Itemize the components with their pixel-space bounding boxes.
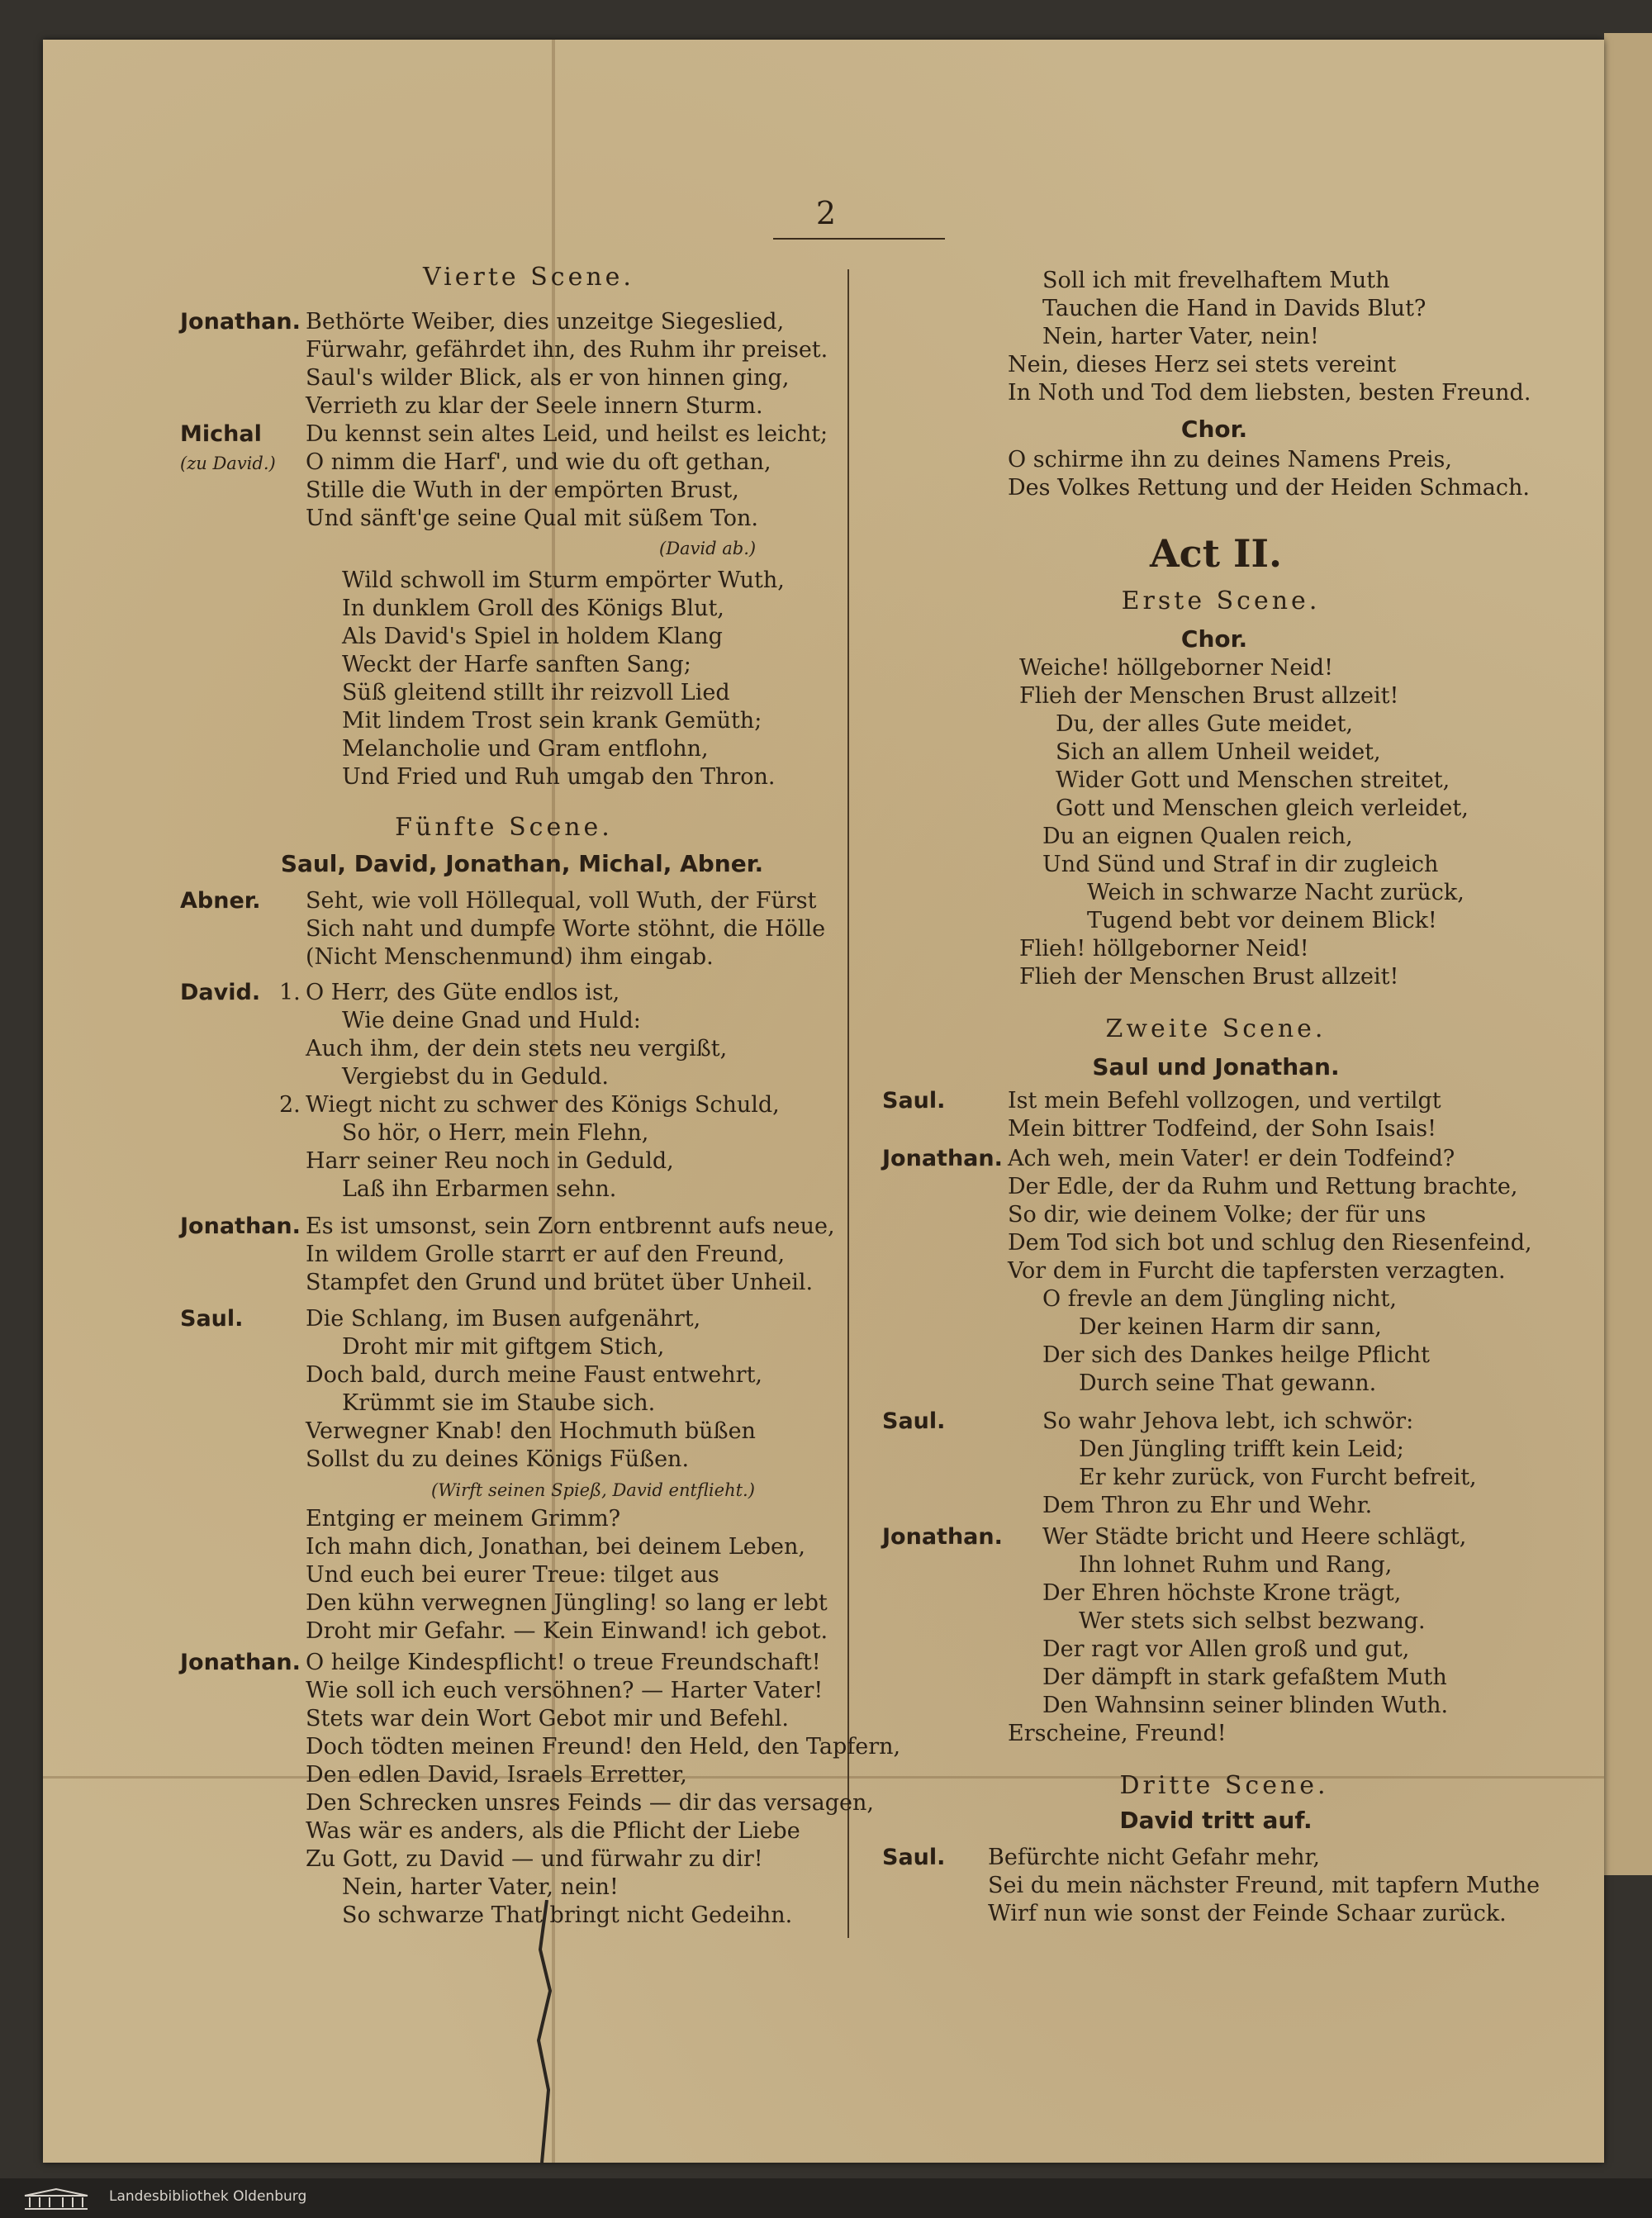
scene-heading: Vierte Scene. (423, 263, 634, 292)
speaker-label: Saul. (882, 1845, 946, 1870)
verse-line: Sei du mein nächster Freund, mit tapfern Muthe (988, 1873, 1540, 1898)
verse-line: Den Jüngling trifft kein Leid; (1079, 1437, 1404, 1462)
verse-line: Verrieth zu klar der Seele innern Sturm. (306, 393, 763, 419)
verse-line: O nimm die Harf', und wie du oft gethan, (306, 449, 771, 475)
verse-line: Entging er meinem Grimm? (306, 1506, 621, 1532)
speaker-label: Jonathan. (180, 1650, 301, 1675)
verse-line: In wildem Grolle starrt er auf den Freund, (306, 1242, 786, 1267)
verse-line: Was wär es anders, als die Pflicht der Liebe (306, 1818, 800, 1844)
verse-line: Weich in schwarze Nacht zurück, (1087, 880, 1464, 905)
verse-line: So schwarze That bringt nicht Gedeihn. (342, 1902, 793, 1928)
verse-line: Du, der alles Gute meidet, (1056, 711, 1354, 737)
verse-line: Und euch bei eurer Treue: tilget aus (306, 1562, 719, 1588)
verse-number: 1. (279, 980, 301, 1005)
verse-line: O Herr, des Güte endlos ist, (306, 980, 620, 1005)
verse-line: Wie deine Gnad und Huld: (342, 1008, 641, 1033)
verse-line: Durch seine That gewann. (1079, 1370, 1377, 1396)
verse-line: Der keinen Harm dir sann, (1079, 1314, 1382, 1340)
paper-tear (529, 1900, 562, 2163)
verse-line: Den Wahnsinn seiner blinden Wuth. (1042, 1693, 1449, 1718)
verse-line: Zu Gott, zu David — und fürwahr zu dir! (306, 1846, 763, 1872)
horizontal-fold (43, 1776, 1604, 1779)
stage-direction: (zu David.) (180, 454, 276, 473)
verse-line: Flieh der Menschen Brust allzeit! (1019, 683, 1399, 709)
verse-line: Wer stets sich selbst bezwang. (1079, 1608, 1426, 1634)
verse-line: Saul's wilder Blick, als er von hinnen ging, (306, 365, 790, 391)
verse-line: Laß ihn Erbarmen sehn. (342, 1176, 617, 1202)
scene-heading: Dritte Scene. (1119, 1771, 1329, 1800)
page-number-rule (773, 238, 945, 240)
verse-line: Dem Tod sich bot und schlug den Riesenfeind, (1008, 1230, 1532, 1256)
verse-line: Nein, harter Vater, nein! (342, 1874, 619, 1900)
verse-line: Wer Städte bricht und Heere schlägt, (1042, 1524, 1467, 1550)
verse-line: Seht, wie voll Höllequal, voll Wuth, der Fürst (306, 888, 817, 914)
verse-line: Tauchen die Hand in Davids Blut? (1042, 296, 1427, 321)
cast-list: Saul, David, Jonathan, Michal, Abner. (280, 850, 764, 877)
verse-line: Stille die Wuth in der empörten Brust, (306, 477, 739, 503)
verse-line: Fürwahr, gefährdet ihn, des Ruhm ihr preiset. (306, 337, 828, 363)
verse-line: O frevle an dem Jüngling nicht, (1042, 1286, 1397, 1312)
speaker-label: Jonathan. (180, 309, 301, 335)
library-name: Landesbibliothek Oldenburg (109, 2188, 307, 2205)
verse-line: O heilge Kindespflicht! o treue Freundschaft! (306, 1650, 821, 1675)
verse-line: Sich an allem Unheil weidet, (1056, 739, 1381, 765)
verse-line: Nein, harter Vater, nein! (1042, 324, 1319, 349)
scene-heading: Zweite Scene. (1105, 1014, 1327, 1043)
verse-line: Vergiebst du in Geduld. (342, 1064, 609, 1090)
verse-line: So dir, wie deinem Volke; der für uns (1008, 1202, 1427, 1228)
verse-line: Droht mir Gefahr. — Kein Einwand! ich gebot. (306, 1618, 828, 1644)
verse-line: Und Sünd und Straf in dir zugleich (1042, 852, 1439, 877)
verse-line: Es ist umsonst, sein Zorn entbrennt aufs neue, (306, 1213, 835, 1239)
verse-line: Der Edle, der da Ruhm und Rettung brachte, (1008, 1174, 1518, 1199)
verse-line: Ist mein Befehl vollzogen, und vertilgt (1008, 1088, 1441, 1114)
verse-line: Flieh! höllgeborner Neid! (1019, 936, 1309, 962)
verse-number: 2. (279, 1092, 301, 1118)
verse-line: Mein bittrer Todfeind, der Sohn Isais! (1008, 1116, 1436, 1142)
verse-line: Sich naht und dumpfe Worte stöhnt, die Hölle (306, 916, 826, 942)
speaker-label: Saul. (882, 1088, 946, 1114)
act-heading: Act II. (1149, 531, 1283, 576)
verse-line: Wirf nun wie sonst der Feinde Schaar zurück. (988, 1901, 1507, 1926)
verse-line: Der sich des Dankes heilge Pflicht (1042, 1342, 1430, 1368)
verse-line: Der Ehren höchste Krone trägt, (1042, 1580, 1402, 1606)
chorus-label: Chor. (1180, 625, 1248, 653)
verse-line: Den Schrecken unsres Feinds — dir das versagen, (306, 1790, 874, 1816)
speaker-label: Jonathan. (882, 1524, 1003, 1550)
verse-line: Stampfet den Grund und brütet über Unheil. (306, 1270, 814, 1295)
verse-line: Wild schwoll im Sturm empörter Wuth, (342, 568, 785, 593)
verse-line: Die Schlang, im Busen aufgenährt, (306, 1306, 701, 1332)
speaker-label: Saul. (180, 1306, 244, 1332)
verse-line: Harr seiner Reu noch in Geduld, (306, 1148, 674, 1174)
speaker-label: Abner. (180, 888, 261, 914)
verse-line: Du kennst sein altes Leid, und heilst es leicht; (306, 421, 828, 447)
verse-line: So wahr Jehova lebt, ich schwör: (1042, 1408, 1414, 1434)
verse-line: Mit lindem Trost sein krank Gemüth; (342, 708, 762, 734)
verse-line: Doch bald, durch meine Faust entwehrt, (306, 1362, 763, 1388)
verse-line: Erscheine, Freund! (1008, 1721, 1227, 1746)
verse-line: Krümmt sie im Staube sich. (342, 1390, 656, 1416)
speaker-label: Jonathan. (882, 1146, 1003, 1171)
verse-line: In Noth und Tod dem liebsten, besten Freund. (1008, 380, 1531, 406)
speaker-label: Saul. (882, 1408, 946, 1434)
speaker-label: David. (180, 980, 261, 1005)
verse-line: Droht mir mit giftgem Stich, (342, 1334, 665, 1360)
verse-line: Und sänft'ge seine Qual mit süßem Ton. (306, 506, 758, 531)
column-divider (847, 269, 849, 1938)
verse-line: Der ragt vor Allen groß und gut, (1042, 1636, 1410, 1662)
verse-line: Flieh der Menschen Brust allzeit! (1019, 964, 1399, 990)
library-building-icon (21, 2187, 91, 2211)
verse-line: Als David's Spiel in holdem Klang (342, 624, 723, 649)
chorus-label: Chor. (1180, 416, 1248, 443)
verse-line: Nein, dieses Herz sei stets vereint (1008, 352, 1397, 378)
verse-line: Des Volkes Rettung und der Heiden Schmach. (1008, 475, 1530, 501)
verse-line: Auch ihm, der dein stets neu vergißt, (306, 1036, 728, 1062)
scene-heading: Fünfte Scene. (395, 813, 613, 842)
speaker-label: Jonathan. (180, 1213, 301, 1239)
verse-line: Den kühn verwegnen Jüngling! so lang er lebt (306, 1590, 828, 1616)
verse-line: Gott und Menschen gleich verleidet, (1056, 796, 1469, 821)
speaker-label: Michal (180, 421, 262, 447)
scene-heading: Erste Scene. (1121, 587, 1321, 615)
verse-line: Vor dem in Furcht die tapfersten verzagten. (1008, 1258, 1506, 1284)
verse-line: Er kehr zurück, von Furcht befreit, (1079, 1465, 1477, 1490)
verse-line: Wie soll ich euch versöhnen? — Harter Vater! (306, 1678, 824, 1703)
stage-direction: (David ab.) (659, 539, 757, 558)
verse-line: Dem Thron zu Ehr und Wehr. (1042, 1493, 1373, 1518)
verse-line: Stets war dein Wort Gebot mir und Befehl. (306, 1706, 789, 1731)
verse-line: Ich mahn dich, Jonathan, bei deinem Leben, (306, 1534, 805, 1560)
verse-line: Wider Gott und Menschen streitet, (1056, 767, 1450, 793)
verse-line: Süß gleitend stillt ihr reizvoll Lied (342, 680, 730, 705)
verse-line: So hör, o Herr, mein Flehn, (342, 1120, 649, 1146)
verse-line: Ach weh, mein Vater! er dein Todfeind? (1008, 1146, 1455, 1171)
verse-line: Verwegner Knab! den Hochmuth büßen (306, 1418, 756, 1444)
verse-line: Der dämpft in stark gefaßtem Muth (1042, 1665, 1447, 1690)
verse-line: Weiche! höllgeborner Neid! (1019, 655, 1333, 681)
verse-line: O schirme ihn zu deines Namens Preis, (1008, 447, 1452, 473)
verse-line: Tugend bebt vor deinem Blick! (1087, 908, 1437, 933)
verse-line: Du an eignen Qualen reich, (1042, 824, 1353, 849)
verse-line: Sollst du zu deines Königs Füßen. (306, 1446, 690, 1472)
page-number: 2 (815, 195, 837, 231)
verse-line: Befürchte nicht Gefahr mehr, (988, 1845, 1321, 1870)
cast-list: Saul und Jonathan. (1092, 1053, 1340, 1081)
verse-line: (Nicht Menschenmund) ihm eingab. (306, 944, 714, 970)
verse-line: Weckt der Harfe sanften Sang; (342, 652, 691, 677)
verse-line: Doch tödten meinen Freund! den Held, den Tapfern, (306, 1734, 901, 1760)
stage-direction: (Wirft seinen Spieß, David entflieht.) (431, 1480, 755, 1500)
verse-line: Wiegt nicht zu schwer des Königs Schuld, (306, 1092, 780, 1118)
verse-line: Und Fried und Ruh umgab den Thron. (342, 764, 776, 790)
verse-line: In dunklem Groll des Königs Blut, (342, 596, 724, 621)
verse-line: Melancholie und Gram entflohn, (342, 736, 709, 762)
cast-list: David tritt auf. (1119, 1807, 1313, 1834)
verse-line: Soll ich mit frevelhaftem Muth (1042, 268, 1390, 293)
adjacent-page-edge (1604, 33, 1652, 1875)
verse-line: Den edlen David, Israels Erretter, (306, 1762, 687, 1788)
verse-line: Ihn lohnet Ruhm und Rang, (1079, 1552, 1393, 1578)
verse-line: Bethörte Weiber, dies unzeitge Siegeslied, (306, 309, 785, 335)
